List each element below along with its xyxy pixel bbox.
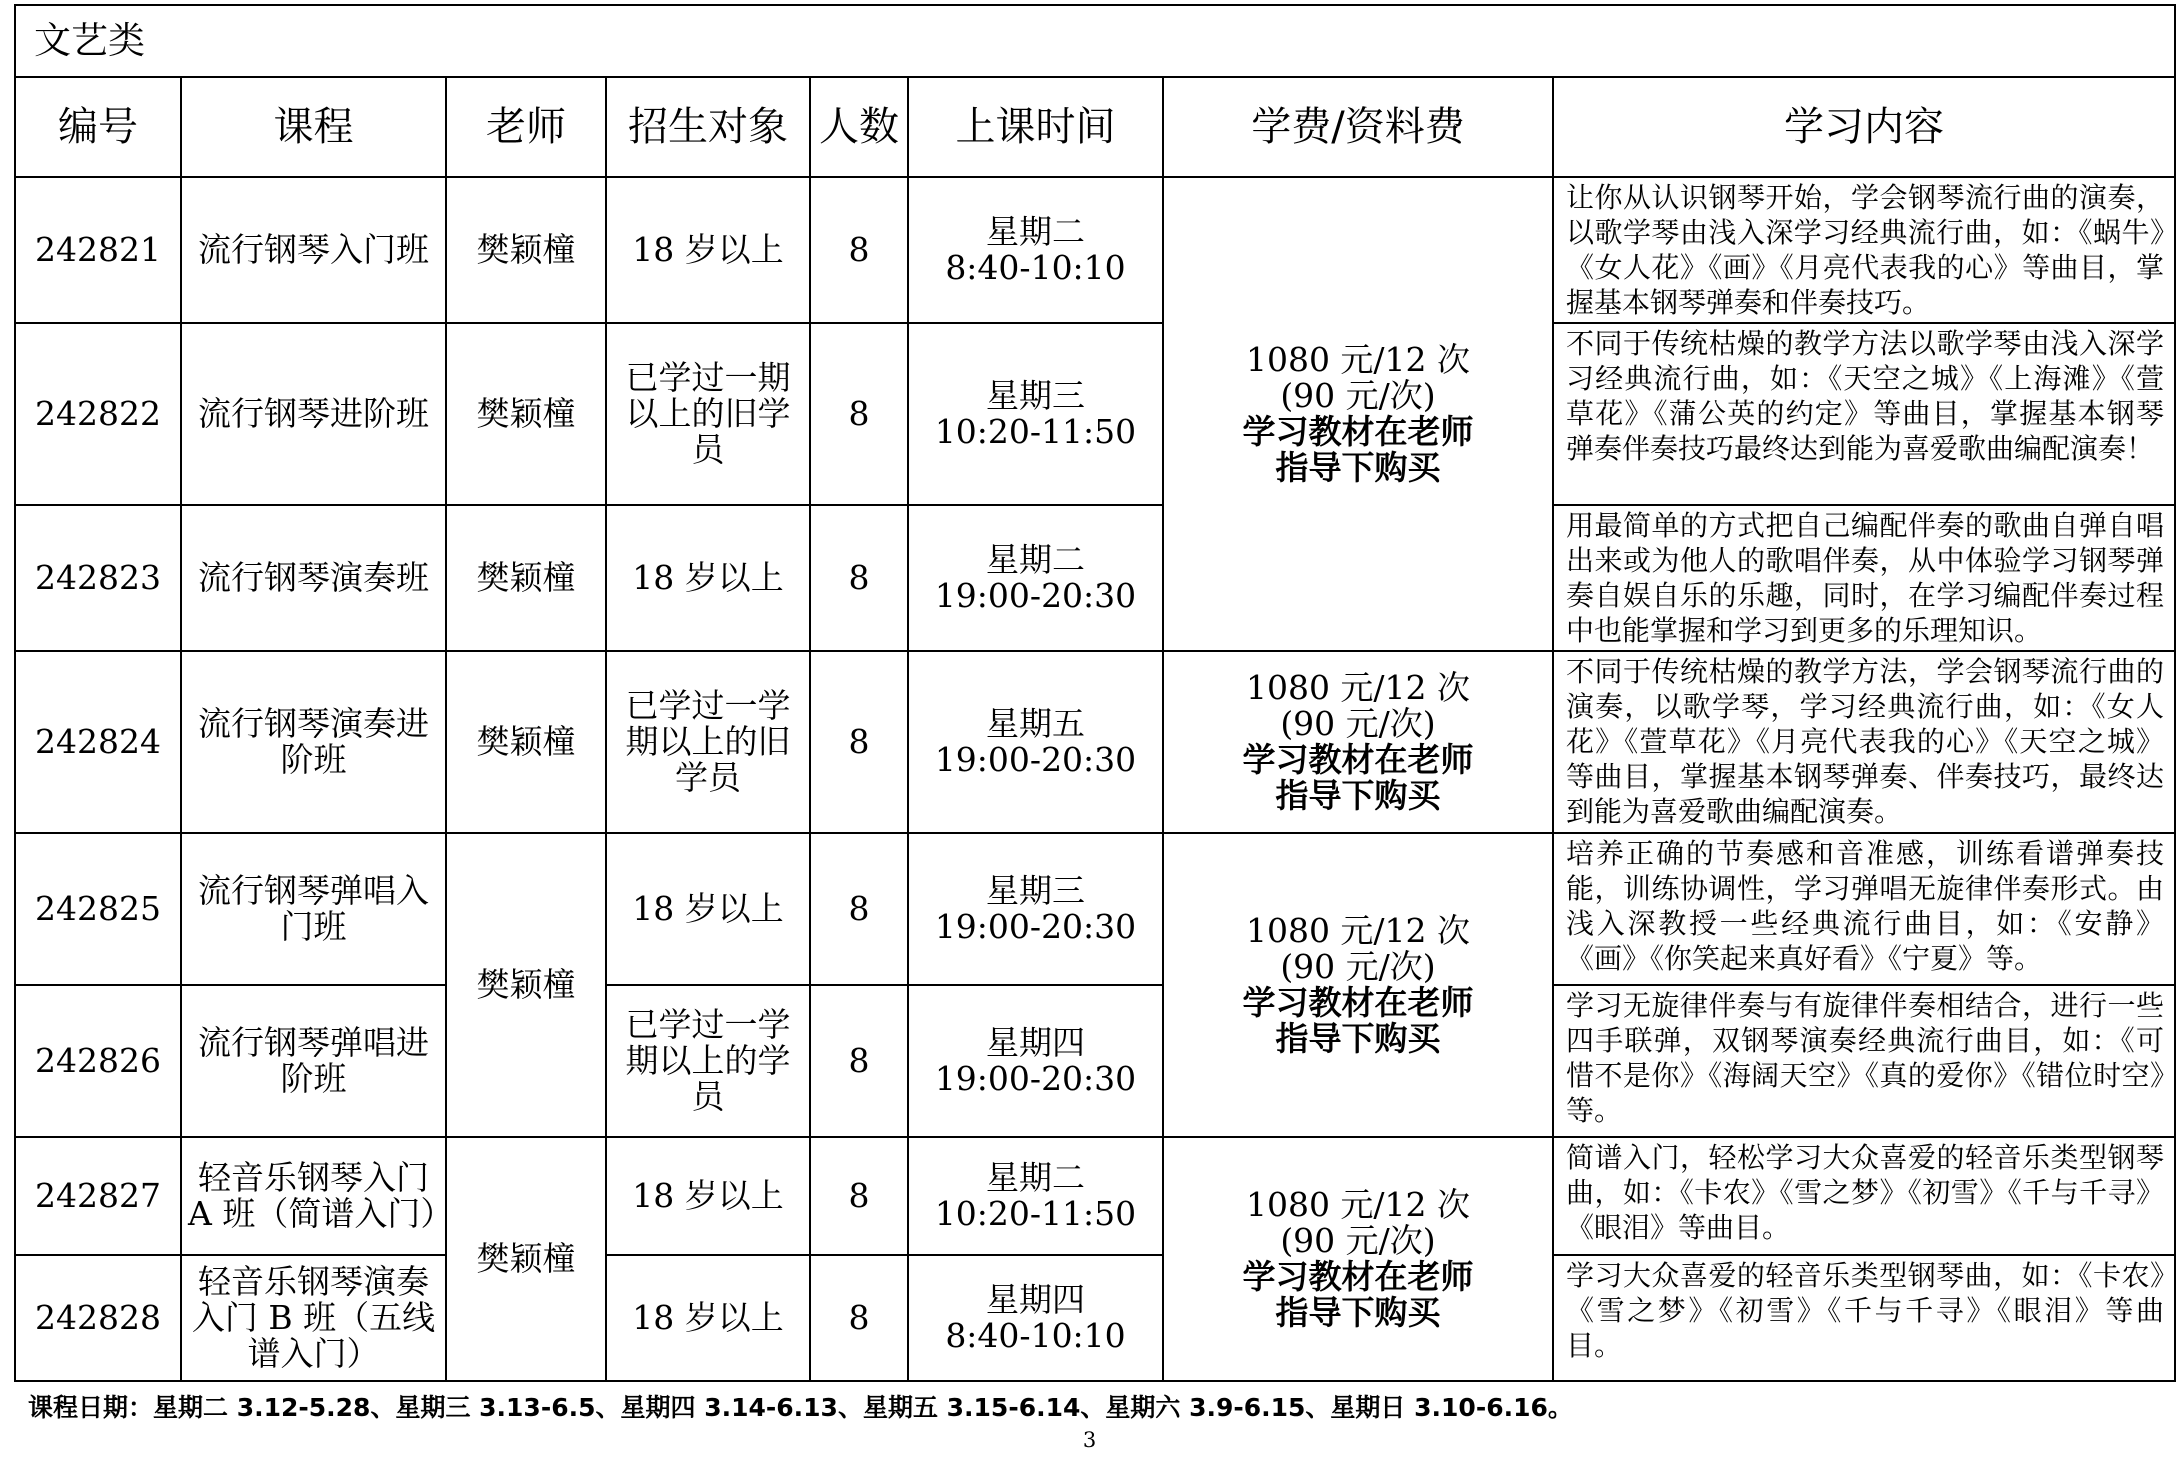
header-count: 人数 [810,77,908,177]
audience: 18 岁以上 [606,1255,810,1381]
fee-per-session: (90 元/次) [1280,704,1436,743]
course-code: 242821 [15,177,181,323]
fee-per-session: (90 元/次) [1280,376,1436,415]
teacher-name: 樊颖橦 [446,1137,606,1381]
fee-per-session: (90 元/次) [1280,947,1436,986]
course-table [14,4,2176,1382]
class-day: 星期三 [986,376,1085,415]
fee-per-session: (90 元/次) [1280,1221,1436,1260]
fee-note-line1: 学习教材在老师 [1242,1257,1474,1296]
course-name: 轻音乐钢琴入门A 班（简谱入门） [181,1137,446,1255]
audience: 18 岁以上 [606,177,810,323]
class-hours: 19:00-20:30 [934,576,1137,615]
audience: 18 岁以上 [606,1137,810,1255]
course-code: 242824 [15,651,181,833]
class-hours: 8:40-10:10 [945,248,1126,287]
table-row [15,1255,2175,1381]
fee-cell [1163,833,1553,1137]
student-count: 8 [810,505,908,651]
student-count: 8 [810,985,908,1137]
teacher-name: 樊颖橦 [446,505,606,651]
class-time [908,177,1163,323]
fee-note-line2: 指导下购买 [1275,1019,1441,1058]
course-content: 简谱入门，轻松学习大众喜爱的轻音乐类型钢琴曲，如：《卡农》《雪之梦》《初雪》《千与千寻》《眼泪》等曲目。 [1553,1137,2175,1255]
fee-note-line1: 学习教材在老师 [1242,983,1474,1022]
class-time [908,1137,1163,1255]
course-code: 242822 [15,323,181,505]
student-count: 8 [810,833,908,985]
table-row [15,833,2175,985]
course-name: 流行钢琴弹唱入门班 [181,833,446,985]
course-code: 242826 [15,985,181,1137]
table-row [15,323,2175,505]
course-content: 不同于传统枯燥的教学方法以歌学琴由浅入深学习经典流行曲，如：《天空之城》《上海滩》《萱草花》《蒲公英的约定》等曲目，掌握基本钢琴弹奏伴奏技巧最终达到能为喜爱歌曲编配演奏！ [1553,323,2175,505]
table-row [15,985,2175,1137]
student-count: 8 [810,651,908,833]
class-day: 星期四 [986,1280,1085,1319]
fee-price: 1080 元/12 次 [1245,668,1471,707]
table-row [15,651,2175,833]
student-count: 8 [810,323,908,505]
table-row [15,177,2175,323]
teacher-name: 樊颖橦 [446,177,606,323]
student-count: 8 [810,177,908,323]
course-content: 不同于传统枯燥的教学方法，学会钢琴流行曲的演奏，以歌学琴，学习经典流行曲，如：《女人花》《萱草花》《月亮代表我的心》《天空之城》等曲目，掌握基本钢琴弹奏、伴奏技巧，最终达到能为喜爱歌曲编配演奏。 [1553,651,2175,833]
class-hours: 19:00-20:30 [934,740,1137,779]
fee-cell [1163,177,1553,651]
section-title: 文艺类 [15,5,2175,77]
student-count: 8 [810,1255,908,1381]
course-content: 学习无旋律伴奏与有旋律伴奏相结合，进行一些四手联弹，双钢琴演奏经典流行曲目，如：《可惜不是你》《海阔天空》《真的爱你》《错位时空》等。 [1553,985,2175,1137]
audience: 已学过一学期以上的旧学员 [606,651,810,833]
class-time [908,985,1163,1137]
course-content: 让你从认识钢琴开始，学会钢琴流行曲的演奏，以歌学琴由浅入深学习经典流行曲，如：《蜗牛》《女人花》《画》《月亮代表我的心》等曲目，掌握基本钢琴弹奏和伴奏技巧。 [1553,177,2175,323]
class-day: 星期三 [986,871,1085,910]
audience: 18 岁以上 [606,833,810,985]
course-code: 242828 [15,1255,181,1381]
course-content: 培养正确的节奏感和音准感，训练看谱弹奏技能，训练协调性，学习弹唱无旋律伴奏形式。由浅入深教授一些经典流行曲目，如：《安静》《画》《你笑起来真好看》《宁夏》等。 [1553,833,2175,985]
fee-note-line2: 指导下购买 [1275,1293,1441,1332]
audience: 18 岁以上 [606,505,810,651]
course-name: 流行钢琴演奏班 [181,505,446,651]
header-row [15,77,2175,177]
course-name: 流行钢琴入门班 [181,177,446,323]
header-teacher: 老师 [446,77,606,177]
class-hours: 19:00-20:30 [934,907,1137,946]
teacher-name: 樊颖橦 [446,323,606,505]
class-hours: 19:00-20:30 [934,1059,1137,1098]
teacher-name: 樊颖橦 [446,651,606,833]
course-schedule-page [14,4,2174,1382]
class-hours: 10:20-11:50 [934,412,1137,451]
course-name: 流行钢琴演奏进阶班 [181,651,446,833]
course-content: 学习大众喜爱的轻音乐类型钢琴曲，如：《卡农》《雪之梦》《初雪》《千与千寻》《眼泪》等曲目。 [1553,1255,2175,1381]
class-time [908,323,1163,505]
header-fee: 学费/资料费 [1163,77,1553,177]
fee-note-line1: 学习教材在老师 [1242,412,1474,451]
course-name: 轻音乐钢琴演奏入门 B 班（五线谱入门） [181,1255,446,1381]
class-day: 星期二 [986,1158,1085,1197]
class-time [908,505,1163,651]
fee-price: 1080 元/12 次 [1245,911,1471,950]
course-code: 242827 [15,1137,181,1255]
audience: 已学过一期以上的旧学员 [606,323,810,505]
fee-note-line1: 学习教材在老师 [1242,740,1474,779]
header-content: 学习内容 [1553,77,2175,177]
class-hours: 8:40-10:10 [945,1316,1126,1355]
class-hours: 10:20-11:50 [934,1194,1137,1233]
table-row [15,1137,2175,1255]
class-time [908,1255,1163,1381]
class-time [908,651,1163,833]
teacher-name: 樊颖橦 [446,833,606,1137]
audience: 已学过一学期以上的学员 [606,985,810,1137]
class-day: 星期二 [986,540,1085,579]
course-content: 用最简单的方式把自己编配伴奏的歌曲自弹自唱出来或为他人的歌唱伴奏，从中体验学习钢琴弹奏自娱自乐的乐趣，同时，在学习编配伴奏过程中也能掌握和学习到更多的乐理知识。 [1553,505,2175,651]
page-number: 3 [1082,1428,1097,1452]
header-audience: 招生对象 [606,77,810,177]
fee-cell [1163,651,1553,833]
fee-cell [1163,1137,1553,1381]
student-count: 8 [810,1137,908,1255]
class-day: 星期五 [986,704,1085,743]
table-row [15,505,2175,651]
course-code: 242825 [15,833,181,985]
fee-price: 1080 元/12 次 [1245,340,1471,379]
fee-note-line2: 指导下购买 [1275,776,1441,815]
header-time: 上课时间 [908,77,1163,177]
course-code: 242823 [15,505,181,651]
course-dates-note: 课程日期：星期二 3.12-5.28、星期三 3.13-6.5、星期四 3.14-6.13、星期五 3.15-6.14、星期六 3.9-6.15、星期日 3.10-6.16。 [28,1393,1573,1422]
class-day: 星期二 [986,212,1085,251]
class-time [908,833,1163,985]
fee-note-line2: 指导下购买 [1275,448,1441,487]
header-course: 课程 [181,77,446,177]
course-name: 流行钢琴弹唱进阶班 [181,985,446,1137]
fee-price: 1080 元/12 次 [1245,1185,1471,1224]
class-day: 星期四 [986,1023,1085,1062]
course-name: 流行钢琴进阶班 [181,323,446,505]
header-code: 编号 [15,77,181,177]
